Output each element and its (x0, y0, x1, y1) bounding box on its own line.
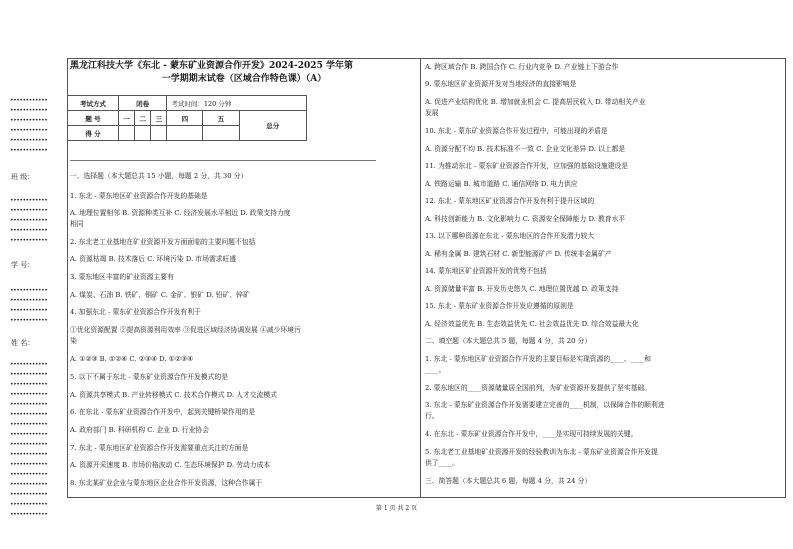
method-value: 闭卷 (119, 96, 167, 111)
divider (70, 160, 376, 161)
options-line: A. 资源开采速度 B. 市场价格波动 C. 生态环境保护 D. 劳动力成本 (70, 461, 271, 469)
options-line: A. 经济效益优先 B. 生态效益优先 C. 社会效益优先 D. 综合效益最大化 (425, 320, 639, 328)
total-label: 总分 (239, 111, 306, 141)
blank-question: 1. 东北 - 蒙东地区矿业资源合作开发的主要目标是实现资源的____、____和 (425, 355, 651, 363)
blank-question: 2. 蒙东地区的____资源储量居全国前列，为矿业资源开发提供了坚实基础。 (425, 384, 652, 392)
options-line: A. 稀有金属 B. 建筑石材 C. 新型能源矿产 D. 传统非金属矿产 (425, 250, 612, 258)
question-text: 15. 东北 - 蒙东矿业资源合作开发应遵循的原则是 (425, 302, 574, 310)
question-text: 12. 东北 - 蒙东地区矿业资源合作开发有利于提升区域的 (425, 197, 595, 205)
seal-dots: •••••••••••• •••••••••••• •••••••••••• •••••••••••• •••••••••••• •••••••••••• (10, 97, 48, 154)
seal-dots: •••••••••••• •••••••••••• •••••••••••• •••••••••••• (10, 287, 48, 324)
question-text: 10. 东北 - 蒙东矿业资源合作开发过程中，可能出现的矛盾是 (425, 127, 608, 135)
score-cell[interactable] (151, 126, 167, 141)
blank-question: 行。 (425, 412, 439, 420)
score-cell[interactable] (203, 126, 239, 141)
question-text: 1. 东北 - 蒙东地区矿业资源合作开发的基础是 (70, 192, 208, 200)
col-2: 二 (135, 111, 151, 126)
options-line: A. 资源分配不均 B. 技术标准不一致 C. 企业文化差异 D. 以上都是 (425, 145, 626, 153)
blank-question: 5. 东北老工业基地矿业资源开发的经验教训为东北 - 蒙东矿业资源合作开发提 (425, 448, 658, 456)
options-line: A. 资源枯竭 B. 技术落后 C. 环境污染 D. 市场需求旺盛 (70, 255, 237, 263)
question-text: 6. 在东北 - 蒙东矿业资源合作开发中，起到关键桥梁作用的是 (70, 408, 256, 416)
options-line: A. 促进产业结构优化 B. 增加就业机会 C. 提高居民收入 D. 带动相关产业 (425, 98, 646, 106)
options-line: A. ①②③ B. ①②④ C. ②③④ D. ①②③④ (70, 355, 194, 363)
col-3: 三 (151, 111, 167, 126)
col-4: 四 (167, 111, 203, 126)
column-divider (420, 58, 421, 498)
method-label: 考试方式 (68, 96, 119, 111)
question-text: 2. 东北老工业基地在矿业资源开发方面面临的主要问题不包括 (70, 238, 256, 246)
score-cell[interactable] (135, 126, 151, 141)
page-number: 第 1 页 共 2 页 (375, 505, 418, 512)
blank-question: 4. 在东北 - 蒙东矿业资源合作开发中，____是实现可持续发展的关键。 (425, 430, 638, 438)
student-id-label: 学 号： (11, 261, 35, 269)
options-line: A. 政府部门 B. 科研机构 C. 企业 D. 行业协会 (70, 426, 209, 434)
question-text: 14. 蒙东地区矿业资源开发的优势不包括 (425, 267, 547, 275)
score-table (67, 95, 307, 141)
options-line: A. 煤炭、石油 B. 铁矿、铜矿 C. 金矿、银矿 D. 铅矿、锌矿 (70, 291, 250, 299)
options-line: A. 资源储量丰富 B. 开发历史悠久 C. 地理位置优越 D. 政策支持 (425, 285, 619, 293)
score-label: 得 分 (68, 126, 119, 141)
score-cell[interactable] (167, 126, 203, 141)
question-text: 4. 加强东北 - 蒙东矿业资源合作开发有利于 (70, 308, 201, 316)
seal-dots: •••••••••••• •••••••••••• •••••••••••• •••••••••••• •••••••••••• •••••••••••• •••••••••••• •••••••••••• •••••••••••• •••••••••••• •••••••••••• •••••••••••• •••••••••••• •••••••••••• •••••••••••• •••••••••••• (10, 361, 48, 518)
question-text: 13. 以下哪种资源在东北 - 蒙东地区的合作开发潜力较大 (425, 232, 595, 240)
question-text: 5. 以下不属于东北 - 蒙东矿业资源合作开发模式的是 (70, 373, 228, 381)
options-line: 发展 (425, 109, 439, 117)
seal-dots: •••••••••••• •••••••••••• •••••••••••• •••••••••••• •••••••••••• (10, 197, 48, 244)
options-line: ①优化资源配置 ②提高资源利用效率 ③促进区域经济协调发展 ④减少环境污 (70, 326, 301, 334)
blank-question: 3. 东北 - 蒙东矿业资源合作开发需要建立完善的____机制，以保障合作的顺利进 (425, 401, 665, 409)
blank-question: ____。 (425, 366, 446, 374)
question-no-label: 题 号 (68, 111, 119, 126)
options-line: A. 跨区域合作 B. 跨国合作 C. 行业内竞争 D. 产业链上下游合作 (425, 63, 619, 71)
blank-question: 供了____。 (425, 459, 459, 467)
col-1: 一 (119, 111, 135, 126)
section-heading: 一、选择题（本大题总共 15 小题，每题 2 分，共 30 分） (70, 172, 248, 180)
class-label: 班 级： (11, 173, 35, 181)
options-line: 相同 (70, 220, 84, 228)
question-text: 3. 蒙东地区丰富的矿业资源主要有 (70, 273, 174, 281)
section-heading: 二、填空题（本大题总共 5 题，每题 4 分，共 20 分） (425, 337, 592, 345)
exam-title: 黑龙江科技大学《东北 - 蒙东矿业资源合作开发》2024-2025 学年第 一学期期末试卷（区域合作特色课）（A） (70, 61, 353, 84)
options-line: 染 (70, 337, 77, 345)
question-text: 11. 为推动东北 - 蒙东矿业资源合作开发，应加强的基础设施建设是 (425, 162, 629, 170)
options-line: A. 资源共享模式 B. 产业转移模式 C. 技术合作模式 D. 人才交流模式 (70, 391, 277, 399)
time-label: 考试时间：120 分钟 (167, 96, 307, 111)
options-line: A. 铁路运输 B. 城市道路 C. 通信网络 D. 电力供应 (425, 180, 578, 188)
question-text: 8. 东北某矿业企业与蒙东地区企业合作开发资源，这种合作属于 (70, 479, 263, 487)
section-heading: 三、简答题（本大题总共 6 题，每题 4 分，共 24 分） (425, 477, 592, 485)
question-text: 7. 东北 - 蒙东地区矿业资源合作开发需要重点关注的方面是 (70, 444, 249, 452)
col-5: 五 (203, 111, 239, 126)
question-text: 9. 蒙东地区矿业资源开发对当地经济的直接影响是 (425, 80, 577, 88)
options-line: A. 科技创新能力 B. 文化影响力 C. 资源安全保障能力 D. 教育水平 (425, 215, 626, 223)
name-label: 姓 名： (11, 339, 35, 347)
options-line: A. 地理位置相邻 B. 资源种类互补 C. 经济发展水平相近 D. 政策支持力度 (70, 209, 291, 217)
score-cell[interactable] (119, 126, 135, 141)
